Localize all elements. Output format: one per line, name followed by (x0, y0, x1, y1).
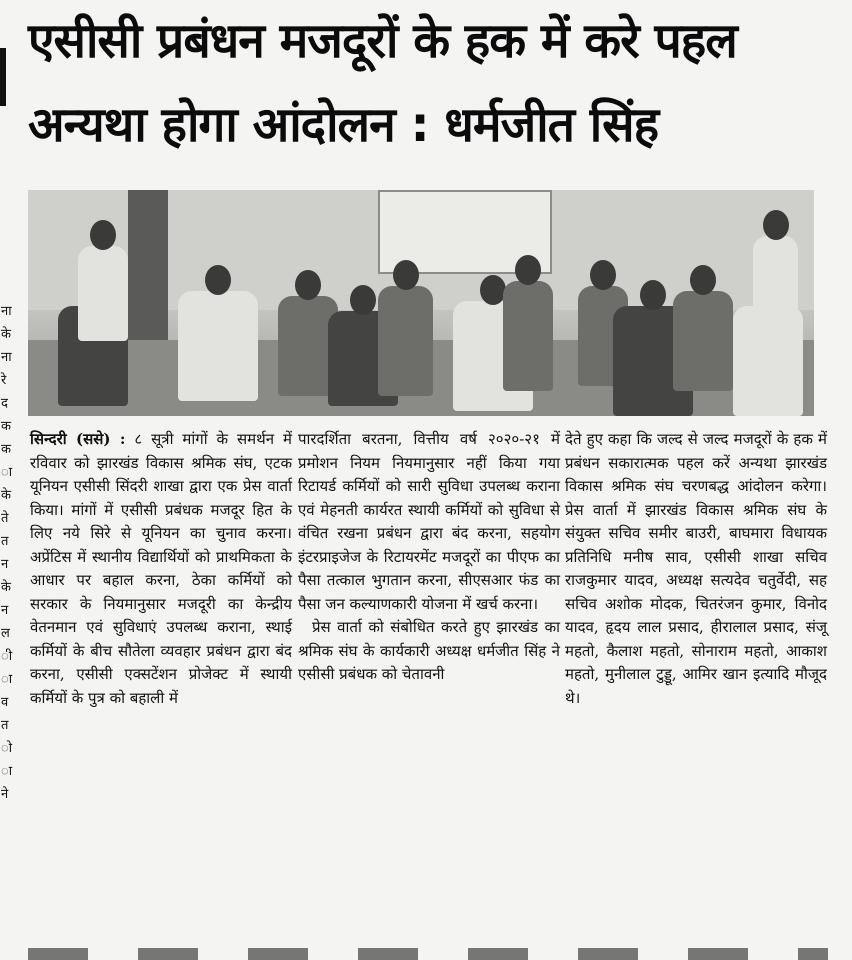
fragment-glyph: ने (1, 787, 9, 802)
fragment-glyph: ा (1, 465, 13, 480)
photo-person-head (205, 265, 231, 295)
next-article-edge (28, 948, 828, 960)
photo-person-head (393, 260, 419, 290)
fragment-glyph: क (1, 419, 11, 434)
article-column-3 (565, 428, 827, 948)
dateline: सिन्दरी (ससे) : (30, 430, 126, 448)
photo-person-head (515, 255, 541, 285)
fragment-glyph: के (1, 327, 11, 342)
column-2-paragraph-1: पारदर्शिता बरतना, वित्तीय वर्ष २०२०-२१ में प्रमोशन नियम नियमानुसार नहीं किया गया रिटायर्ड कर्मियों को सारी सुविधा उपलब्ध कराना एवं मेहनती कार्यरत स्थायी कर्मियों को सुविधा से वंचित रखना प्रबंधन द्वारा बंद करना, सहयोग इंटरप्राइजेज के रिटायरमेंट मजदूरों का पीएफ का पैसा तत्काल भुगतान करना, सीएसआर फंड का पैसा जन कल्याणकारी योजना में खर्च करना। (298, 430, 560, 613)
photo-person-head (350, 285, 376, 315)
fragment-glyph: ा (1, 672, 13, 687)
photo-person-head (90, 220, 116, 250)
article-column-2 (298, 428, 560, 948)
fragment-glyph: क (1, 442, 11, 457)
fragment-glyph: त (1, 718, 9, 733)
photo-person (673, 291, 733, 391)
fragment-glyph: द (1, 396, 8, 411)
fragment-glyph: ो (1, 741, 13, 756)
photo-person (78, 246, 128, 341)
fragment-glyph: न (1, 603, 9, 618)
photo-person-head (763, 210, 789, 240)
fragment-glyph: के (1, 580, 11, 595)
photo-person (733, 306, 803, 416)
press-conference-photo (28, 190, 814, 416)
fragment-glyph: न (1, 557, 9, 572)
photo-person-head (690, 265, 716, 295)
fragment-glyph: ना (1, 350, 12, 365)
photo-person (503, 281, 553, 391)
column-1-text: ८ सूत्री मांगों के समर्थन में रविवार को झारखंड विकास श्रमिक संघ, एटक यूनियन एसीसी सिंदरी शाखा द्वारा एक प्रेस वार्ता किया। मांगों में एसीसी प्रबंधक मजदूर हित के लिए नये सिरे से यूनियन का चुनाव करना। अप्रेंटिस में स्थानीय विद्यार्थियों को प्राथमिकता के आधार पर बहाल करना, ठेका कर्मियों को सरकार के नियमानुसार मजदूरी का केन्द्रीय वेतनमान एवं सुविधाएं उपलब्ध कराना, स्थाई कर्मियों के बीच सौतेला व्यवहार प्रबंधन द्वारा बंद करना, एसीसी एक्सटेंशन प्रोजेक्ट में स्थायी कर्मियों के पुत्र को बहाली में (30, 430, 292, 708)
fragment-glyph: ल (1, 626, 10, 641)
photo-person (178, 291, 258, 401)
column-2-paragraph-2: प्रेस वार्ता को संबोधित करते हुए झारखंड का श्रमिक संघ के कार्यकारी अध्यक्ष धर्मजीत सिंह ने एसीसी प्रबंधक को चेतावनी (298, 618, 560, 684)
fragment-glyph: ते (1, 511, 9, 526)
headline-line-2: अन्यथा होगा आंदोलन : धर्मजीत सिंह (28, 97, 659, 153)
fragment-glyph: ी (1, 649, 13, 664)
fragment-glyph: त (1, 534, 9, 549)
column-rule (0, 48, 6, 106)
article-column-1 (30, 428, 292, 948)
photo-person-head (640, 280, 666, 310)
photo-door (128, 190, 168, 340)
fragment-glyph: ा (1, 764, 13, 779)
column-3-text: देते हुए कहा कि जल्द से जल्द मजदूरों के हक में प्रबंधन सकारात्मक पहल करें अन्यथा झारखंड विकास श्रमिक संघ चरणबद्ध आंदोलन करेगा। प्रेस वार्ता में झारखंड विकास श्रमिक संघ के संयुक्त सचिव समीर बाउरी, बाघमारा विधायक प्रतिनिधि मनीष साव, एसीसी शाखा सचिव राजकुमार यादव, अध्यक्ष सत्यदेव चतुर्वेदी, सह सचिव अशोक मोदक, चितरंजन कुमार, विनोद यादव, हृदय लाल प्रसाद, हीरालाल प्रसाद, संजू महतो, कैलाश महतो, सोनाराम महतो, आकाश महतो, मुनीलाल टुड्डू, आमिर खान इत्यादि मौजूद थे। (565, 430, 827, 708)
fragment-glyph: रे (1, 373, 7, 388)
photo-person-head (590, 260, 616, 290)
fragment-glyph: के (1, 488, 11, 503)
photo-person (378, 286, 433, 396)
adjacent-column-fragment (0, 300, 14, 940)
fragment-glyph: व (1, 695, 9, 710)
fragment-glyph: ना (1, 304, 12, 319)
photo-person (753, 236, 798, 316)
photo-person-head (295, 270, 321, 300)
headline-line-1: एसीसी प्रबंधन मजदूरों के हक में करे पहल (28, 13, 737, 69)
